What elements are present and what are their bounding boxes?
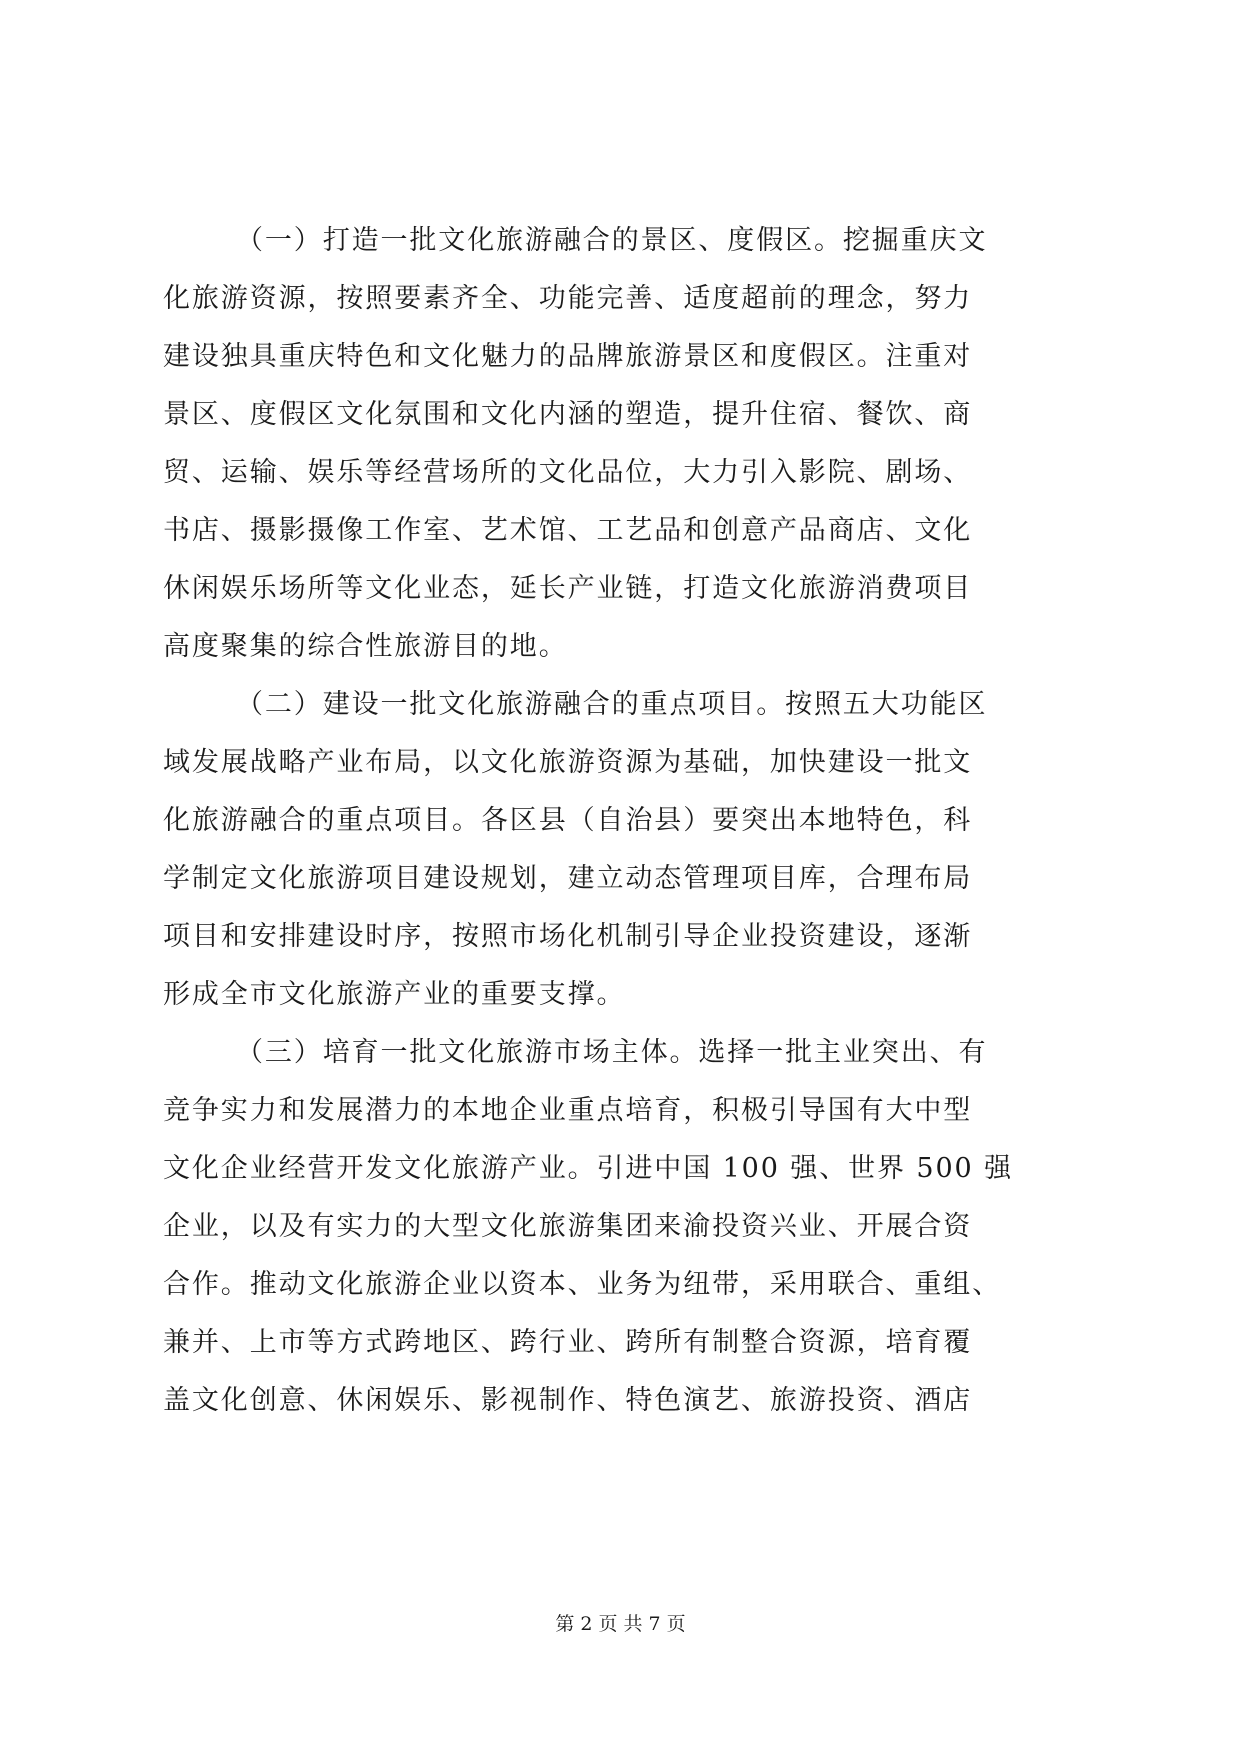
paragraph-2-line-3: 化旅游融合的重点项目。各区县（自治县）要突出本地特色，科	[163, 805, 973, 836]
paragraph-1-line-6: 书店、摄影摄像工作室、艺术馆、工艺品和创意产品商店、文化	[163, 515, 973, 546]
paragraph-1-line-5: 贸、运输、娱乐等经营场所的文化品位，大力引入影院、剧场、	[163, 457, 973, 488]
paragraph-3-line-1: （三）培育一批文化旅游市场主体。选择一批主业突出、有	[236, 1037, 988, 1068]
paragraph-2-line-5: 项目和安排建设时序，按照市场化机制引导企业投资建设，逐渐	[163, 921, 973, 952]
paragraph-2-line-2: 域发展战略产业布局，以文化旅游资源为基础，加快建设一批文	[163, 747, 973, 778]
paragraph-1-line-3: 建设独具重庆特色和文化魅力的品牌旅游景区和度假区。注重对	[163, 341, 973, 372]
paragraph-2-line-6: 形成全市文化旅游产业的重要支撑。	[163, 979, 626, 1010]
paragraph-1-line-8: 高度聚集的综合性旅游目的地。	[163, 631, 568, 662]
page-number-footer: 第 2 页 共 7 页	[555, 1613, 686, 1635]
paragraph-3-line-2: 竞争实力和发展潜力的本地企业重点培育，积极引导国有大中型	[163, 1095, 973, 1126]
paragraph-3-line-5: 合作。推动文化旅游企业以资本、业务为纽带，采用联合、重组、	[163, 1269, 1002, 1300]
paragraph-3-line-7: 盖文化创意、休闲娱乐、影视制作、特色演艺、旅游投资、酒店	[163, 1385, 973, 1416]
paragraph-2-line-4: 学制定文化旅游项目建设规划，建立动态管理项目库，合理布局	[163, 863, 973, 894]
paragraph-1-line-1: （一）打造一批文化旅游融合的景区、度假区。挖掘重庆文	[236, 225, 988, 256]
paragraph-1-line-7: 休闲娱乐场所等文化业态，延长产业链，打造文化旅游消费项目	[163, 573, 973, 604]
paragraph-3-line-6: 兼并、上市等方式跨地区、跨行业、跨所有制整合资源，培育覆	[163, 1327, 973, 1358]
paragraph-1-line-4: 景区、度假区文化氛围和文化内涵的塑造，提升住宿、餐饮、商	[163, 399, 973, 430]
paragraph-2-line-1: （二）建设一批文化旅游融合的重点项目。按照五大功能区	[236, 689, 988, 720]
paragraph-1-line-2: 化旅游资源，按照要素齐全、功能完善、适度超前的理念，努力	[163, 283, 973, 314]
paragraph-3-line-4: 企业，以及有实力的大型文化旅游集团来渝投资兴业、开展合资	[163, 1211, 973, 1242]
paragraph-3-line-3: 文化企业经营开发文化旅游产业。引进中国 100 强、世界 500 强	[163, 1153, 1013, 1184]
